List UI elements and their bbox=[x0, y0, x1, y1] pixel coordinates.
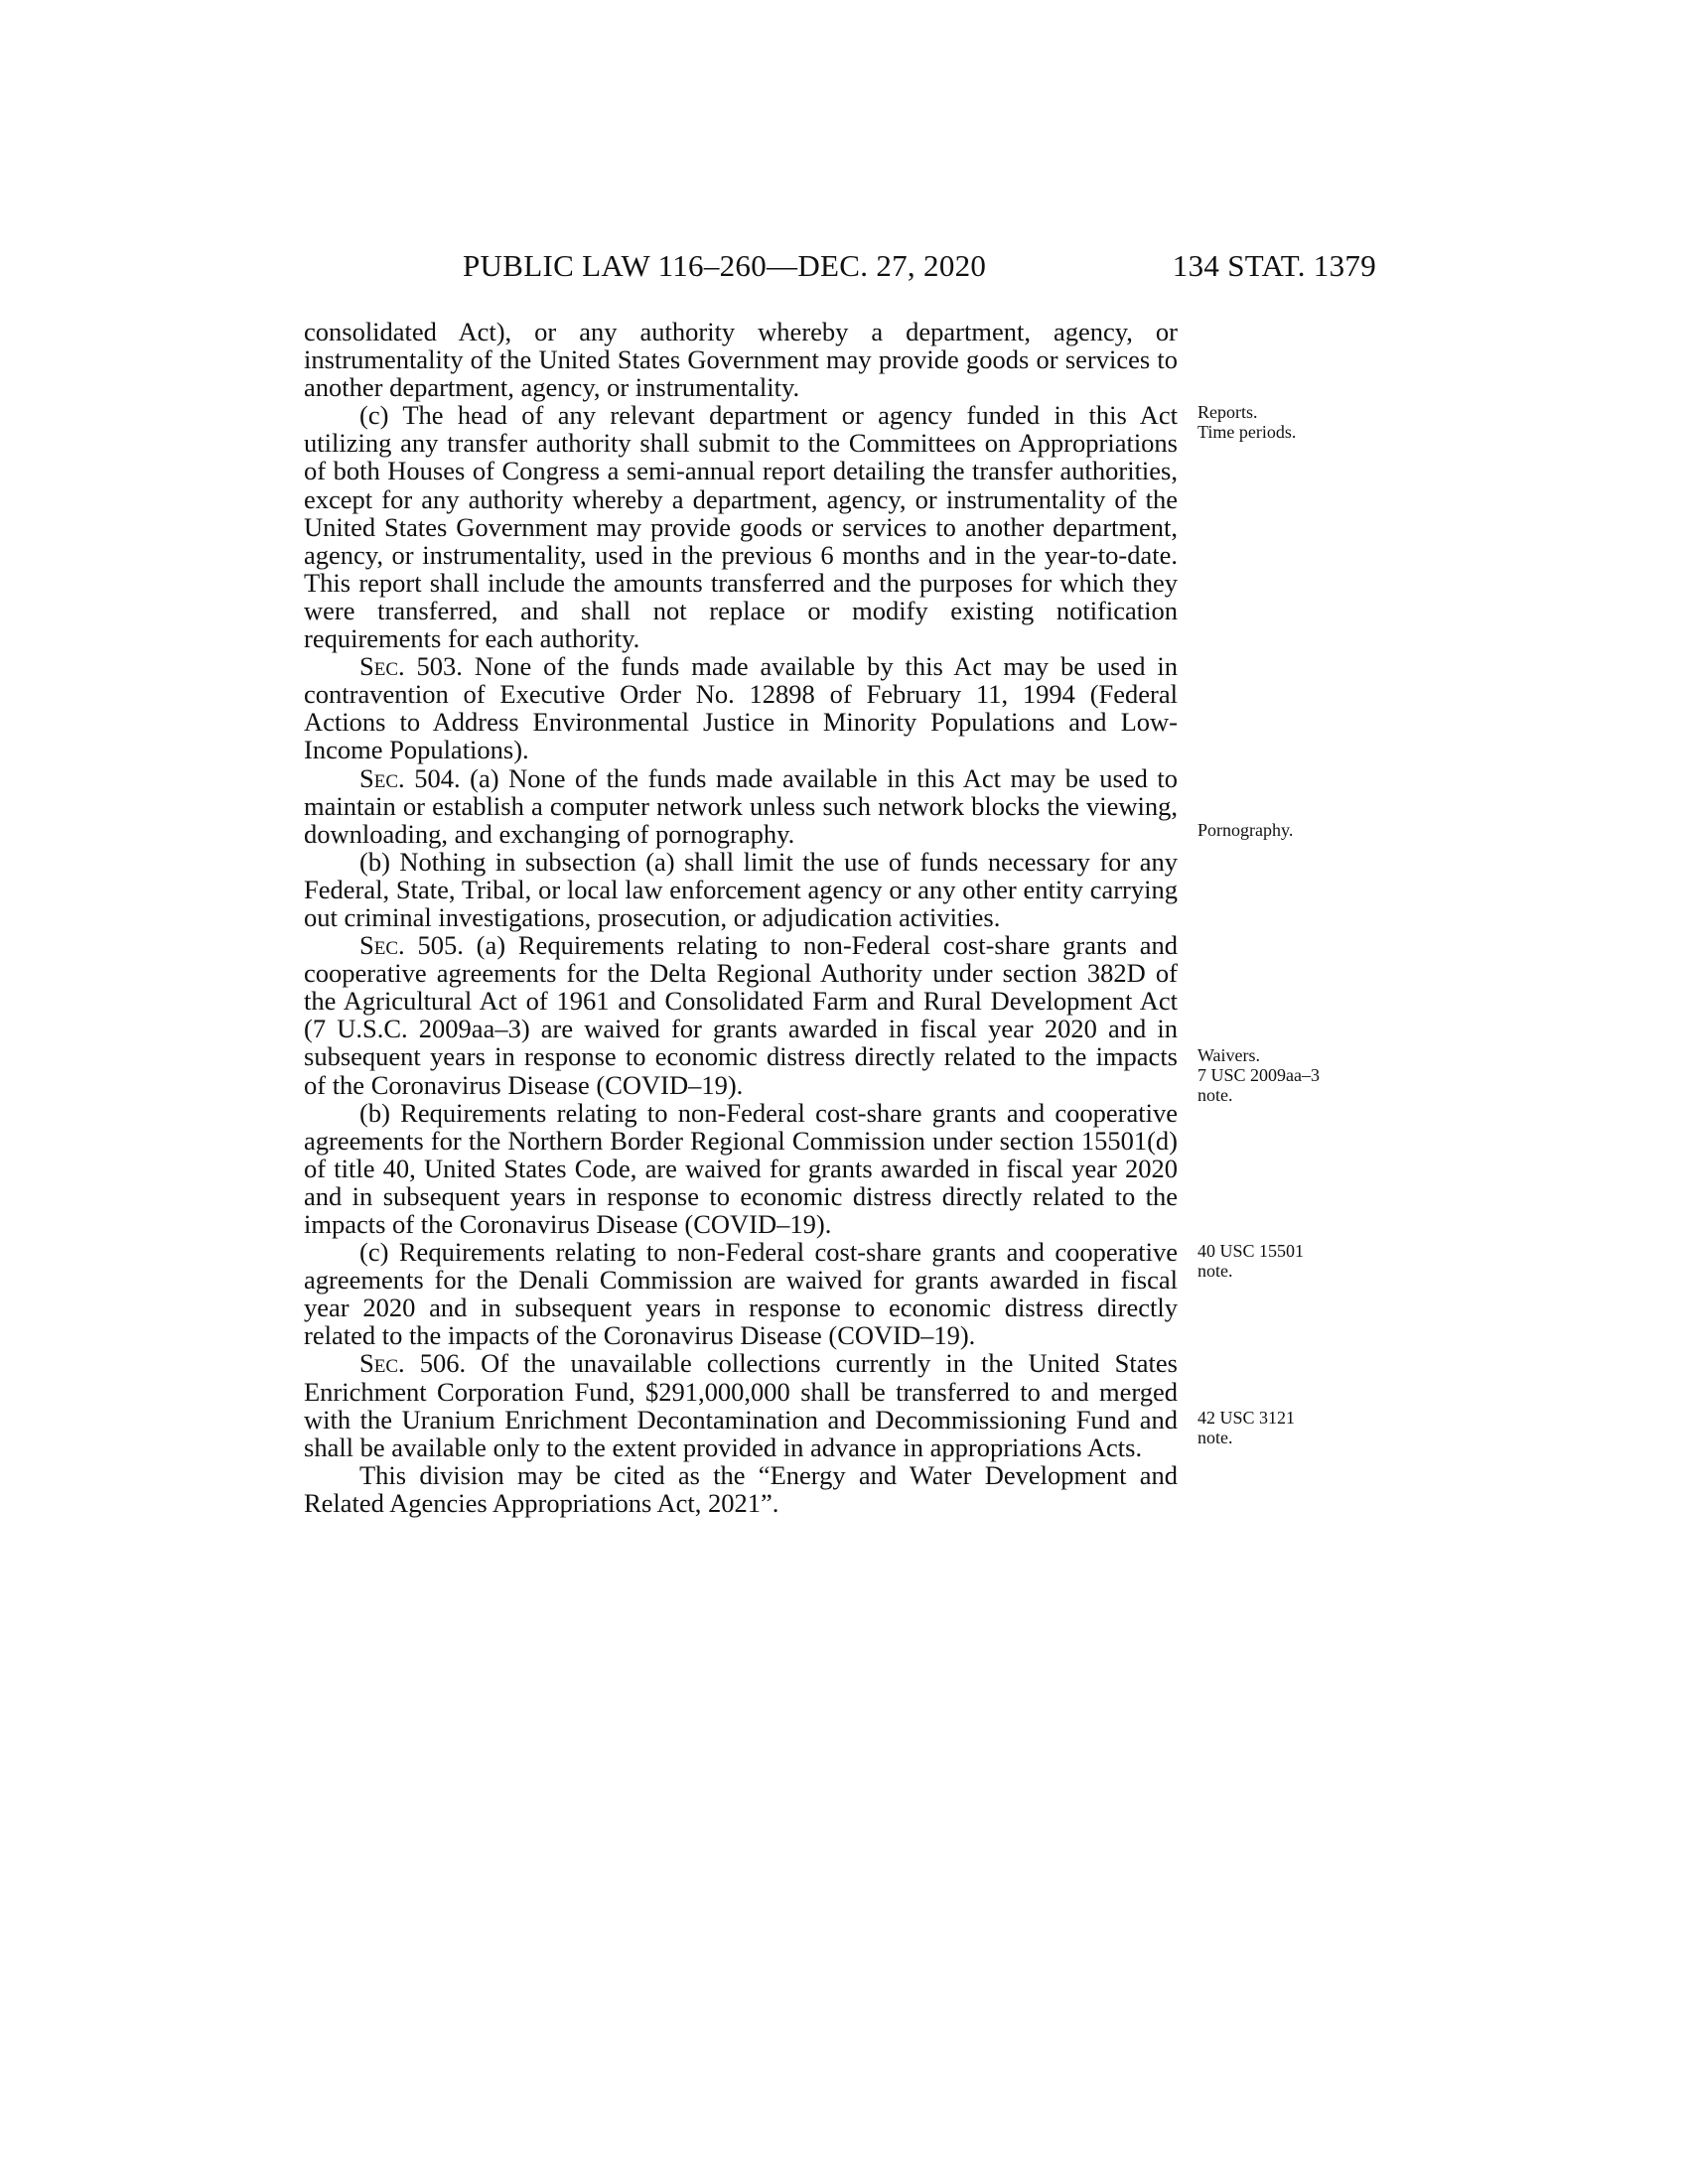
note-7usc-label: 7 USC 2009aa–3 bbox=[1197, 1065, 1320, 1085]
section-505 bbox=[304, 931, 1178, 1099]
paragraph-505c: (c) Requirements relating to non-Federal cost-share grants and cooperative agreements for the Denali Commission are waived for grants awarded in fiscal year 2020 and in subsequent years in response to economic distress directly related to the impacts of the Coronavirus Disease (COVID–19). bbox=[304, 1237, 1178, 1351]
section-504 bbox=[304, 764, 1178, 848]
note-40usc bbox=[1197, 1241, 1304, 1281]
section-505-label: Sec. 505. bbox=[359, 930, 464, 961]
section-506 bbox=[304, 1349, 1178, 1460]
running-head-title: PUBLIC LAW 116–260—DEC. 27, 2020 bbox=[463, 248, 987, 283]
note-time-periods-label: Time periods. bbox=[1197, 422, 1297, 442]
note-42usc-label: 42 USC 3121 bbox=[1197, 1408, 1296, 1428]
note-42usc bbox=[1197, 1408, 1295, 1447]
paragraph-505b: (b) Requirements relating to non-Federal cost-share grants and cooperative agreements for the Northern Border Regional Commission under section 15501(d) of title 40, United States Code, are waived for grants awarded in fiscal year 2020 and in subsequent years in response to economic distress directly related to the impacts of the Coronavirus Disease (COVID–19). bbox=[304, 1097, 1178, 1239]
section-504-text: (a) None of the funds made available in this Act may be used to maintain or establish a computer network unless such network blocks the viewing, downloading, and exchanging of pornography. bbox=[304, 762, 1178, 849]
paragraph-502c: (c) The head of any relevant department or agency funded in this Act utilizing any transfer authority shall submit to the Committees on Appropriations of both Houses of Congress a semi-annual report detailing the transfer authorities, except for any authority whereby a department, agency, or instrumentality of the United States Government may provide goods or services to another department, agency, or instrumentality, used in the previous 6 months and in the year-to-date. This report shall include the amounts transferred and the purposes for which they were transferred, and shall not replace or modify existing notification requirements for each authority. bbox=[304, 400, 1178, 654]
note-reports bbox=[1197, 402, 1296, 442]
paragraph-continuation: consolidated Act), or any authority whereby a department, agency, or instrumentality of the United States Government may provide goods or services to another department, agency, or instrumentality. bbox=[304, 317, 1178, 403]
page-header bbox=[463, 248, 1376, 288]
note-40usc-label: 40 USC 15501 bbox=[1197, 1241, 1305, 1261]
section-506-label: Sec. 506. bbox=[359, 1348, 467, 1379]
section-503-label: Sec. 503. bbox=[359, 651, 463, 682]
note-waivers bbox=[1197, 1045, 1320, 1105]
section-503-text: None of the funds made available by this Act may be used in contravention of Executive Order No. 12898 of February 11, 1994 (Federal Actions to Address Environmental Justice in Minority Populations and Low-Income Populations). bbox=[304, 651, 1178, 765]
note-waivers-label: Waivers. bbox=[1197, 1045, 1261, 1065]
section-504-label: Sec. 504. bbox=[359, 762, 461, 793]
section-503 bbox=[304, 652, 1178, 763]
note-pornography bbox=[1197, 820, 1293, 840]
body-text bbox=[304, 318, 1178, 1517]
note-pornography-label: Pornography. bbox=[1197, 820, 1294, 840]
closing-paragraph: This division may be cited as the “Energy and Water Development and Related Agencies Appropriations Act, 2021”. bbox=[304, 1459, 1178, 1518]
paragraph-504b: (b) Nothing in subsection (a) shall limit the use of funds necessary for any Federal, State, Tribal, or local law enforcement agency or any other entity carrying out criminal investigations, prosecution, or adjudication activities. bbox=[304, 846, 1178, 932]
note-42usc-note: note. bbox=[1197, 1428, 1233, 1447]
note-40usc-note: note. bbox=[1197, 1261, 1233, 1281]
section-505-text: (a) Requirements relating to non-Federal cost-share grants and cooperative agreements for the Delta Regional Authority under section 382D of the Agricultural Act of 1961 and Consolidated Farm and Rural Development Act (7 U.S.C. 2009aa–3) are waived for grants awarded in fiscal year 2020 and in subsequent years in response to economic distress directly related to the impacts of the Coronavirus Disease (COVID–19). bbox=[304, 930, 1179, 1100]
note-7usc-note: note. bbox=[1197, 1085, 1233, 1105]
note-reports-label: Reports. bbox=[1197, 402, 1258, 422]
section-506-text: Of the unavailable collections currently in the United States Enrichment Corporation Fund, $291,000,000 shall be transferred to and merged with the Uranium Enrichment Decontamination and Decommissioning Fund and shall be available only to the extent provided in advance in appropriations Acts. bbox=[304, 1348, 1178, 1462]
page-number: 134 STAT. 1379 bbox=[1172, 248, 1376, 283]
